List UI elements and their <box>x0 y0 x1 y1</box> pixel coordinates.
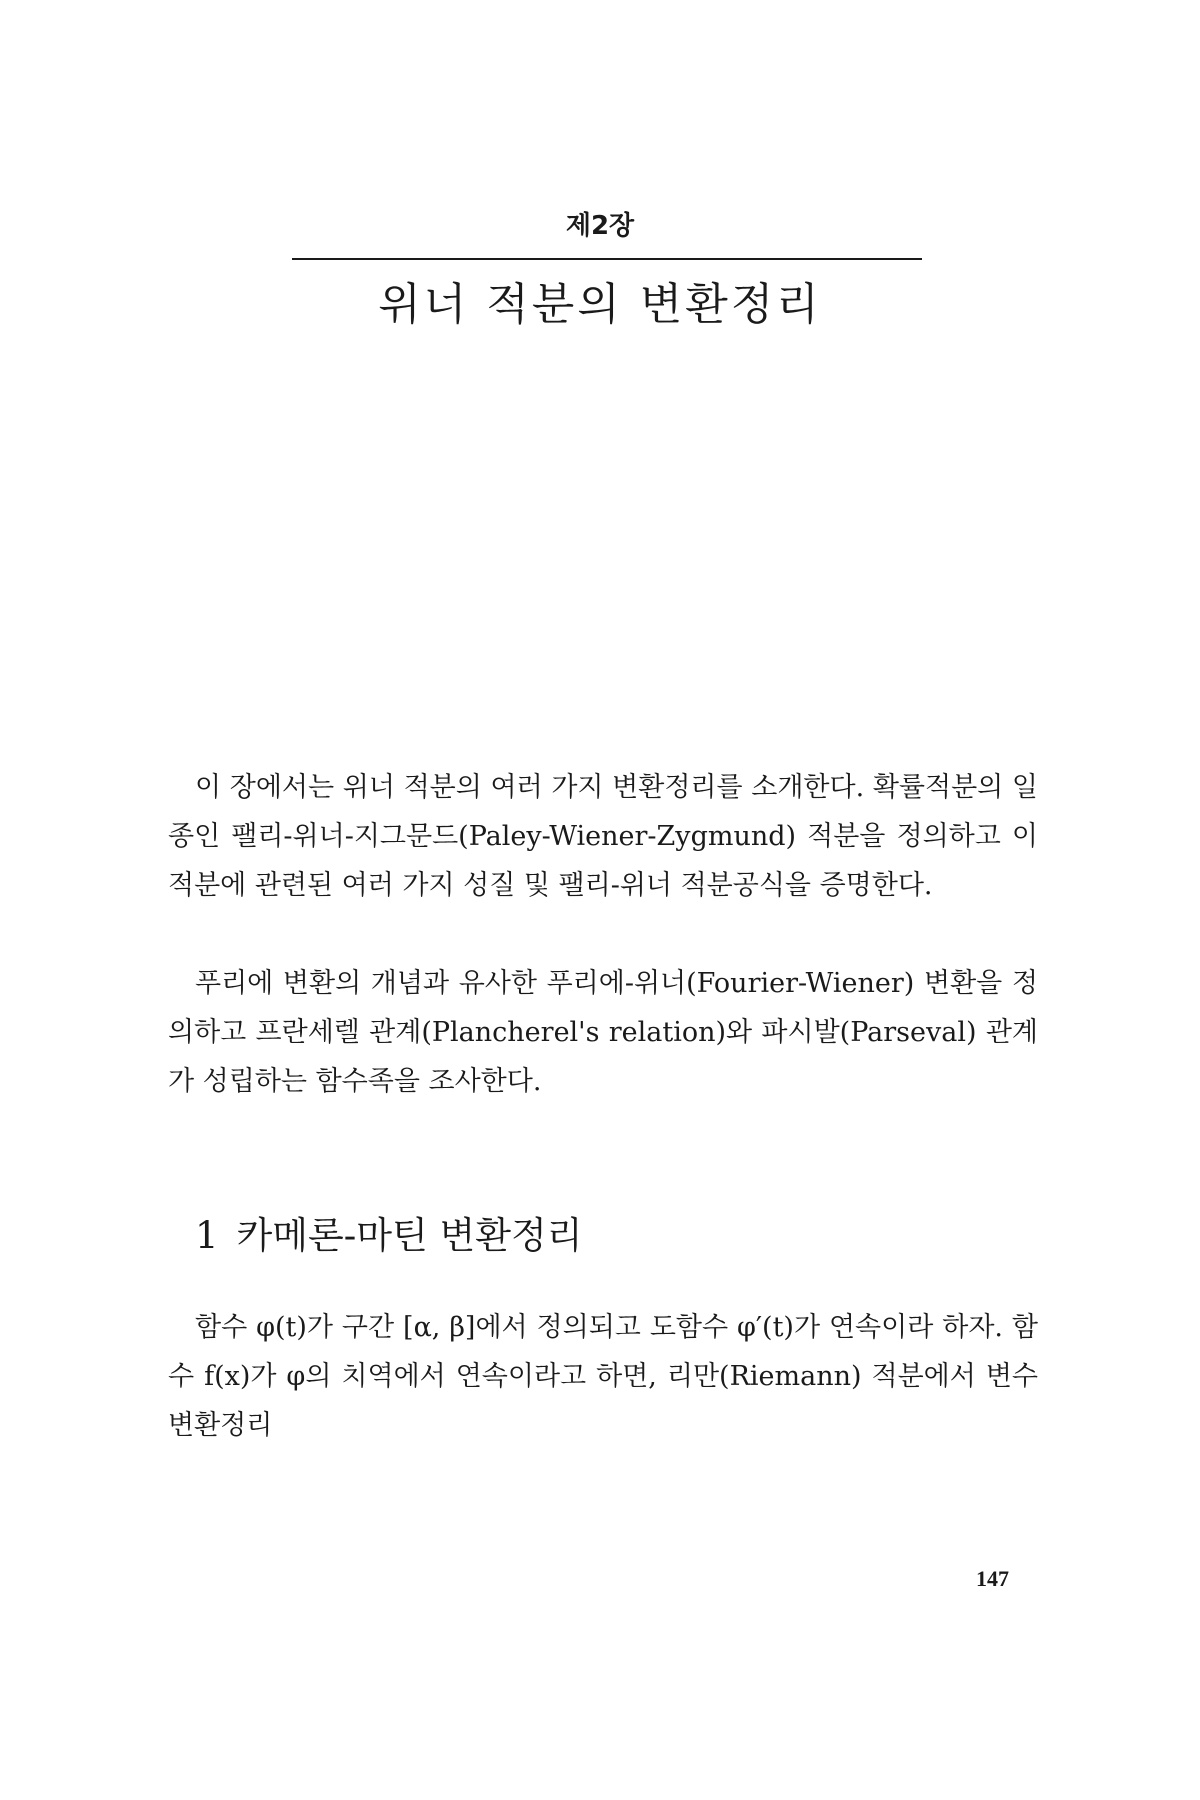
chapter-title: 위너 적분의 변환정리 <box>378 279 822 330</box>
section-title: 카메론-마틴 변환정리 <box>236 1214 583 1257</box>
section-number: 1 <box>195 1214 219 1257</box>
intro-paragraph-2: 푸리에 변환의 개념과 유사한 푸리에-위너(Fourier-Wiener) 변환을 정의하고 프란세렐 관계(Plancherel's relation)와 파시발(Parseval) 관계가 성립하는 함수족을 조사한다. <box>168 968 1038 1097</box>
section-heading <box>195 1205 583 1259</box>
intro-paragraph-1: 이 장에서는 위너 적분의 여러 가지 변환정리를 소개한다. 확률적분의 일종인 팰리-위너-지그문드(Paley-Wiener-Zygmund) 적분을 정의하고 이 적분에 관련된 여러 가지 성질 및 팰리-위너 적분공식을 증명한다. <box>168 772 1038 901</box>
page-number: 147 <box>976 1566 1009 1591</box>
section-paragraph: 함수 φ(t)가 구간 [α, β]에서 정의되고 도함수 φ′(t)가 연속이라 하자. 함수 f(x)가 φ의 치역에서 연속이라고 하면, 리만(Riemann) 적분에서 변수변환정리 <box>168 1312 1038 1441</box>
chapter-divider <box>292 258 922 260</box>
chapter-label: 제2장 <box>565 211 635 241</box>
